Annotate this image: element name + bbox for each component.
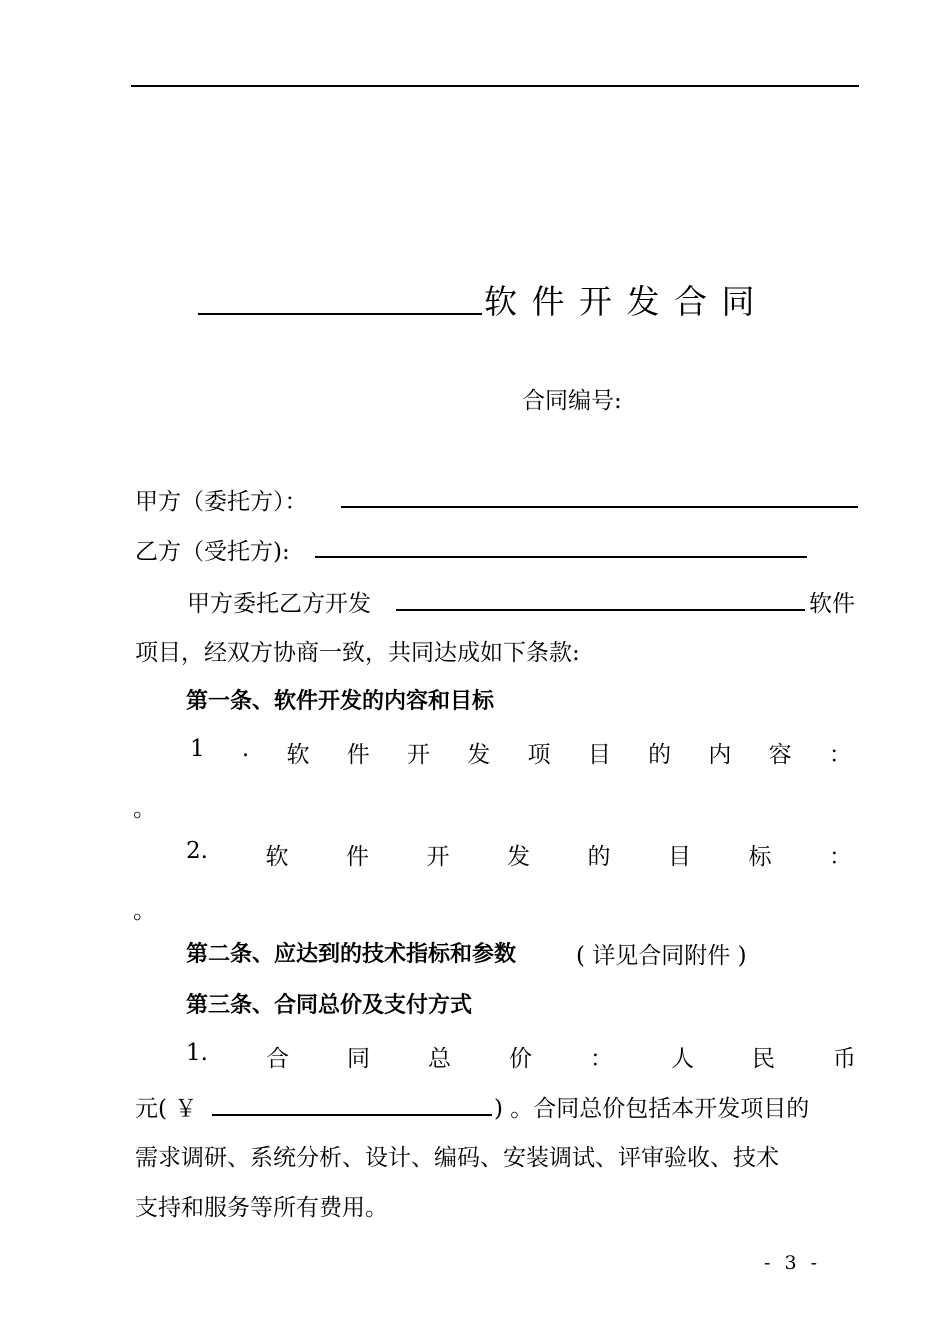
char: 同 <box>346 1046 370 1072</box>
char: 的 <box>648 742 672 768</box>
char: 件 <box>346 742 370 768</box>
title-blank-line <box>198 313 482 315</box>
page-number: - 3 - <box>764 1252 822 1274</box>
char: 价 <box>508 1046 532 1072</box>
char: 1 <box>190 736 205 762</box>
char: 内 <box>708 742 732 768</box>
char: 1. <box>186 1040 208 1066</box>
article1-item1 <box>190 736 852 769</box>
article1-item2 <box>186 838 852 871</box>
article2-note: ( 详见合同附件 ) <box>576 943 747 969</box>
char: 标 <box>748 844 772 870</box>
char: 总 <box>427 1046 451 1072</box>
price-blank <box>212 1114 492 1116</box>
char: 目 <box>667 844 691 870</box>
article3-line4: 支持和服务等所有费用。 <box>135 1195 388 1221</box>
char: ： <box>589 1046 613 1072</box>
char: 容 <box>768 742 792 768</box>
header-rule <box>131 85 859 87</box>
price-prefix: 元( ￥ <box>135 1096 198 1122</box>
char: 2. <box>186 838 208 864</box>
char: 件 <box>345 844 369 870</box>
party-b-blank <box>315 556 807 558</box>
article3-item1 <box>186 1040 856 1073</box>
char: 开 <box>426 844 450 870</box>
char: 软 <box>265 844 289 870</box>
char: ： <box>828 844 852 870</box>
intro-prefix: 甲方委托乙方开发 <box>187 591 371 617</box>
price-suffix: ) 。合同总价包括本开发项目的 <box>494 1096 810 1122</box>
article1-heading: 第一条、软件开发的内容和目标 <box>186 689 495 714</box>
char: 发 <box>506 844 530 870</box>
party-a-blank <box>341 506 858 508</box>
char: 人 <box>670 1046 694 1072</box>
char: 的 <box>587 844 611 870</box>
party-b-label: 乙方（受托方): <box>135 539 290 565</box>
intro-suffix: 软件 <box>809 591 855 617</box>
char: 开 <box>407 742 431 768</box>
software-name-blank <box>396 609 805 611</box>
article3-heading: 第三条、合同总价及支付方式 <box>186 993 473 1018</box>
article2-heading: 第二条、应达到的技术指标和参数 <box>186 942 517 967</box>
article1-item2-end: 。 <box>133 898 156 924</box>
char: 民 <box>751 1046 775 1072</box>
article1-item1-end: 。 <box>133 796 156 822</box>
contract-number-label: 合同编号: <box>522 388 622 414</box>
char: . <box>241 736 250 762</box>
document-title: 软 件 开 发 合 同 <box>484 282 757 321</box>
char: 软 <box>286 742 310 768</box>
char: 目 <box>587 742 611 768</box>
intro-line2: 项目，经双方协商一致，共同达成如下条款: <box>135 640 580 666</box>
char: 币 <box>832 1046 856 1072</box>
char: ： <box>828 742 852 768</box>
char: 项 <box>527 742 551 768</box>
char: 发 <box>467 742 491 768</box>
char: 合 <box>265 1046 289 1072</box>
article3-line3: 需求调研、系统分析、设计、编码、安装调试、评审验收、技术 <box>135 1145 779 1171</box>
party-a-label: 甲方（委托方）： <box>135 489 308 515</box>
